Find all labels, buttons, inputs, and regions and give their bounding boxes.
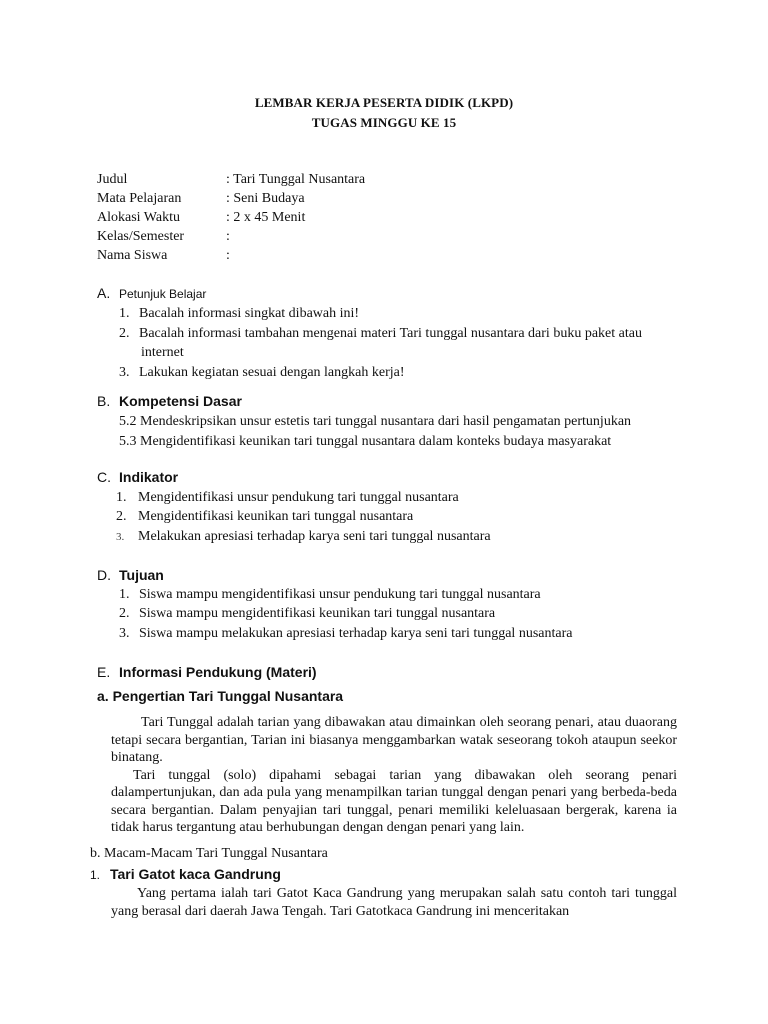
list-item: 3. Melakukan apresiasi terhadap karya seni tari tunggal nusantara [116,529,491,544]
section-title: Kompetensi Dasar [119,393,242,409]
list-item: 1. Mengidentifikasi unsur pendukung tari tunggal nusantara [116,490,459,505]
kd-item: 5.3 Mengidentifikasi keunikan tari tunggal nusantara dalam konteks budaya masyarakat [119,434,612,449]
section-b-heading [97,393,242,409]
dance-description [111,885,677,920]
section-letter: A. [97,285,111,301]
section-title: Tujuan [119,567,164,583]
list-item: 2. Mengidentifikasi keunikan tari tunggal nusantara [116,509,414,524]
kd-item: 5.2 Mendeskripsikan unsur estetis tari tunggal nusantara dari hasil pengamatan pertunjukan [119,414,632,429]
materi-paragraphs [111,714,677,837]
section-letter: C. [97,469,111,485]
info-label: Nama Siswa [97,248,168,263]
list-item: 3. Siswa mampu melakukan apresiasi terhadap karya seni tari tunggal nusantara [119,626,573,641]
document-title: LEMBAR KERJA PESERTA DIDIK (LKPD) [254,95,514,110]
list-item: 2. Bacalah informasi tambahan mengenai materi Tari tunggal nusantara dari buku paket atau [119,326,642,341]
section-letter: B. [97,393,111,409]
dance-item-heading: 1. Tari Gatot kaca Gandrung [90,866,281,882]
list-item: 2. Siswa mampu mengidentifikasi keunikan tari tunggal nusantara [119,606,496,621]
info-value: : [226,229,230,244]
info-label: Mata Pelajaran [97,191,182,206]
section-letter: E. [97,664,111,680]
document-subtitle: TUGAS MINGGU KE 15 [311,115,457,130]
info-value: : Tari Tunggal Nusantara [226,172,366,187]
info-value: : Seni Budaya [226,191,305,206]
info-value: : [226,248,230,263]
section-d-heading [97,567,164,583]
info-label: Kelas/Semester [97,229,185,244]
info-label: Alokasi Waktu [97,210,180,225]
section-a-heading [97,285,206,301]
section-c-heading [97,469,178,485]
section-letter: D. [97,567,111,583]
section-title: Indikator [119,469,179,485]
subsection-b-title: b. Macam-Macam Tari Tunggal Nusantara [90,846,328,861]
list-item: 3. Lakukan kegiatan sesuai dengan langkah kerja! [119,365,405,380]
info-value: : 2 x 45 Menit [226,210,306,225]
paragraph: Yang pertama ialah tari Gatot Kaca Gandrung yang merupakan salah satu contoh tari tunggal yang berasal dari daerah Jawa Tengah. Tari Gatotkaca Gandrung ini menceritakan [111,886,677,919]
list-item: 1. Bacalah informasi singkat dibawah ini! [119,306,360,321]
subsection-a-title: a. Pengertian Tari Tunggal Nusantara [97,688,344,704]
list-item: 1. Siswa mampu mengidentifikasi unsur pendukung tari tunggal nusantara [119,587,541,602]
paragraph: Tari Tunggal adalah tarian yang dibawakan atau dimainkan oleh seorang penari, atau duaorang tetapi secara bergantian, Tarian ini biasanya menggambarkan watak seseorang tokoh ataupun seekor binatang. [111,715,677,765]
section-title: Informasi Pendukung (Materi) [119,664,317,680]
list-item-continuation: internet [141,345,184,360]
section-e-heading [97,664,317,680]
info-label: Judul [97,172,128,187]
section-title: Petunjuk Belajar [119,287,207,301]
paragraph: Tari tunggal (solo) dipahami sebagai tarian yang dibawakan oleh seorang penari dalampertunjukan, dan ada pula yang menampilkan tarian tunggal dengan penari yang berbeda-beda secara bergantian. Dalam penyajian tari tunggal, penari memiliki keleluasaan bergerak, karena ia tidak harus tergantung atau berhubungan dengan dengan penari yang lain. [111,767,677,835]
